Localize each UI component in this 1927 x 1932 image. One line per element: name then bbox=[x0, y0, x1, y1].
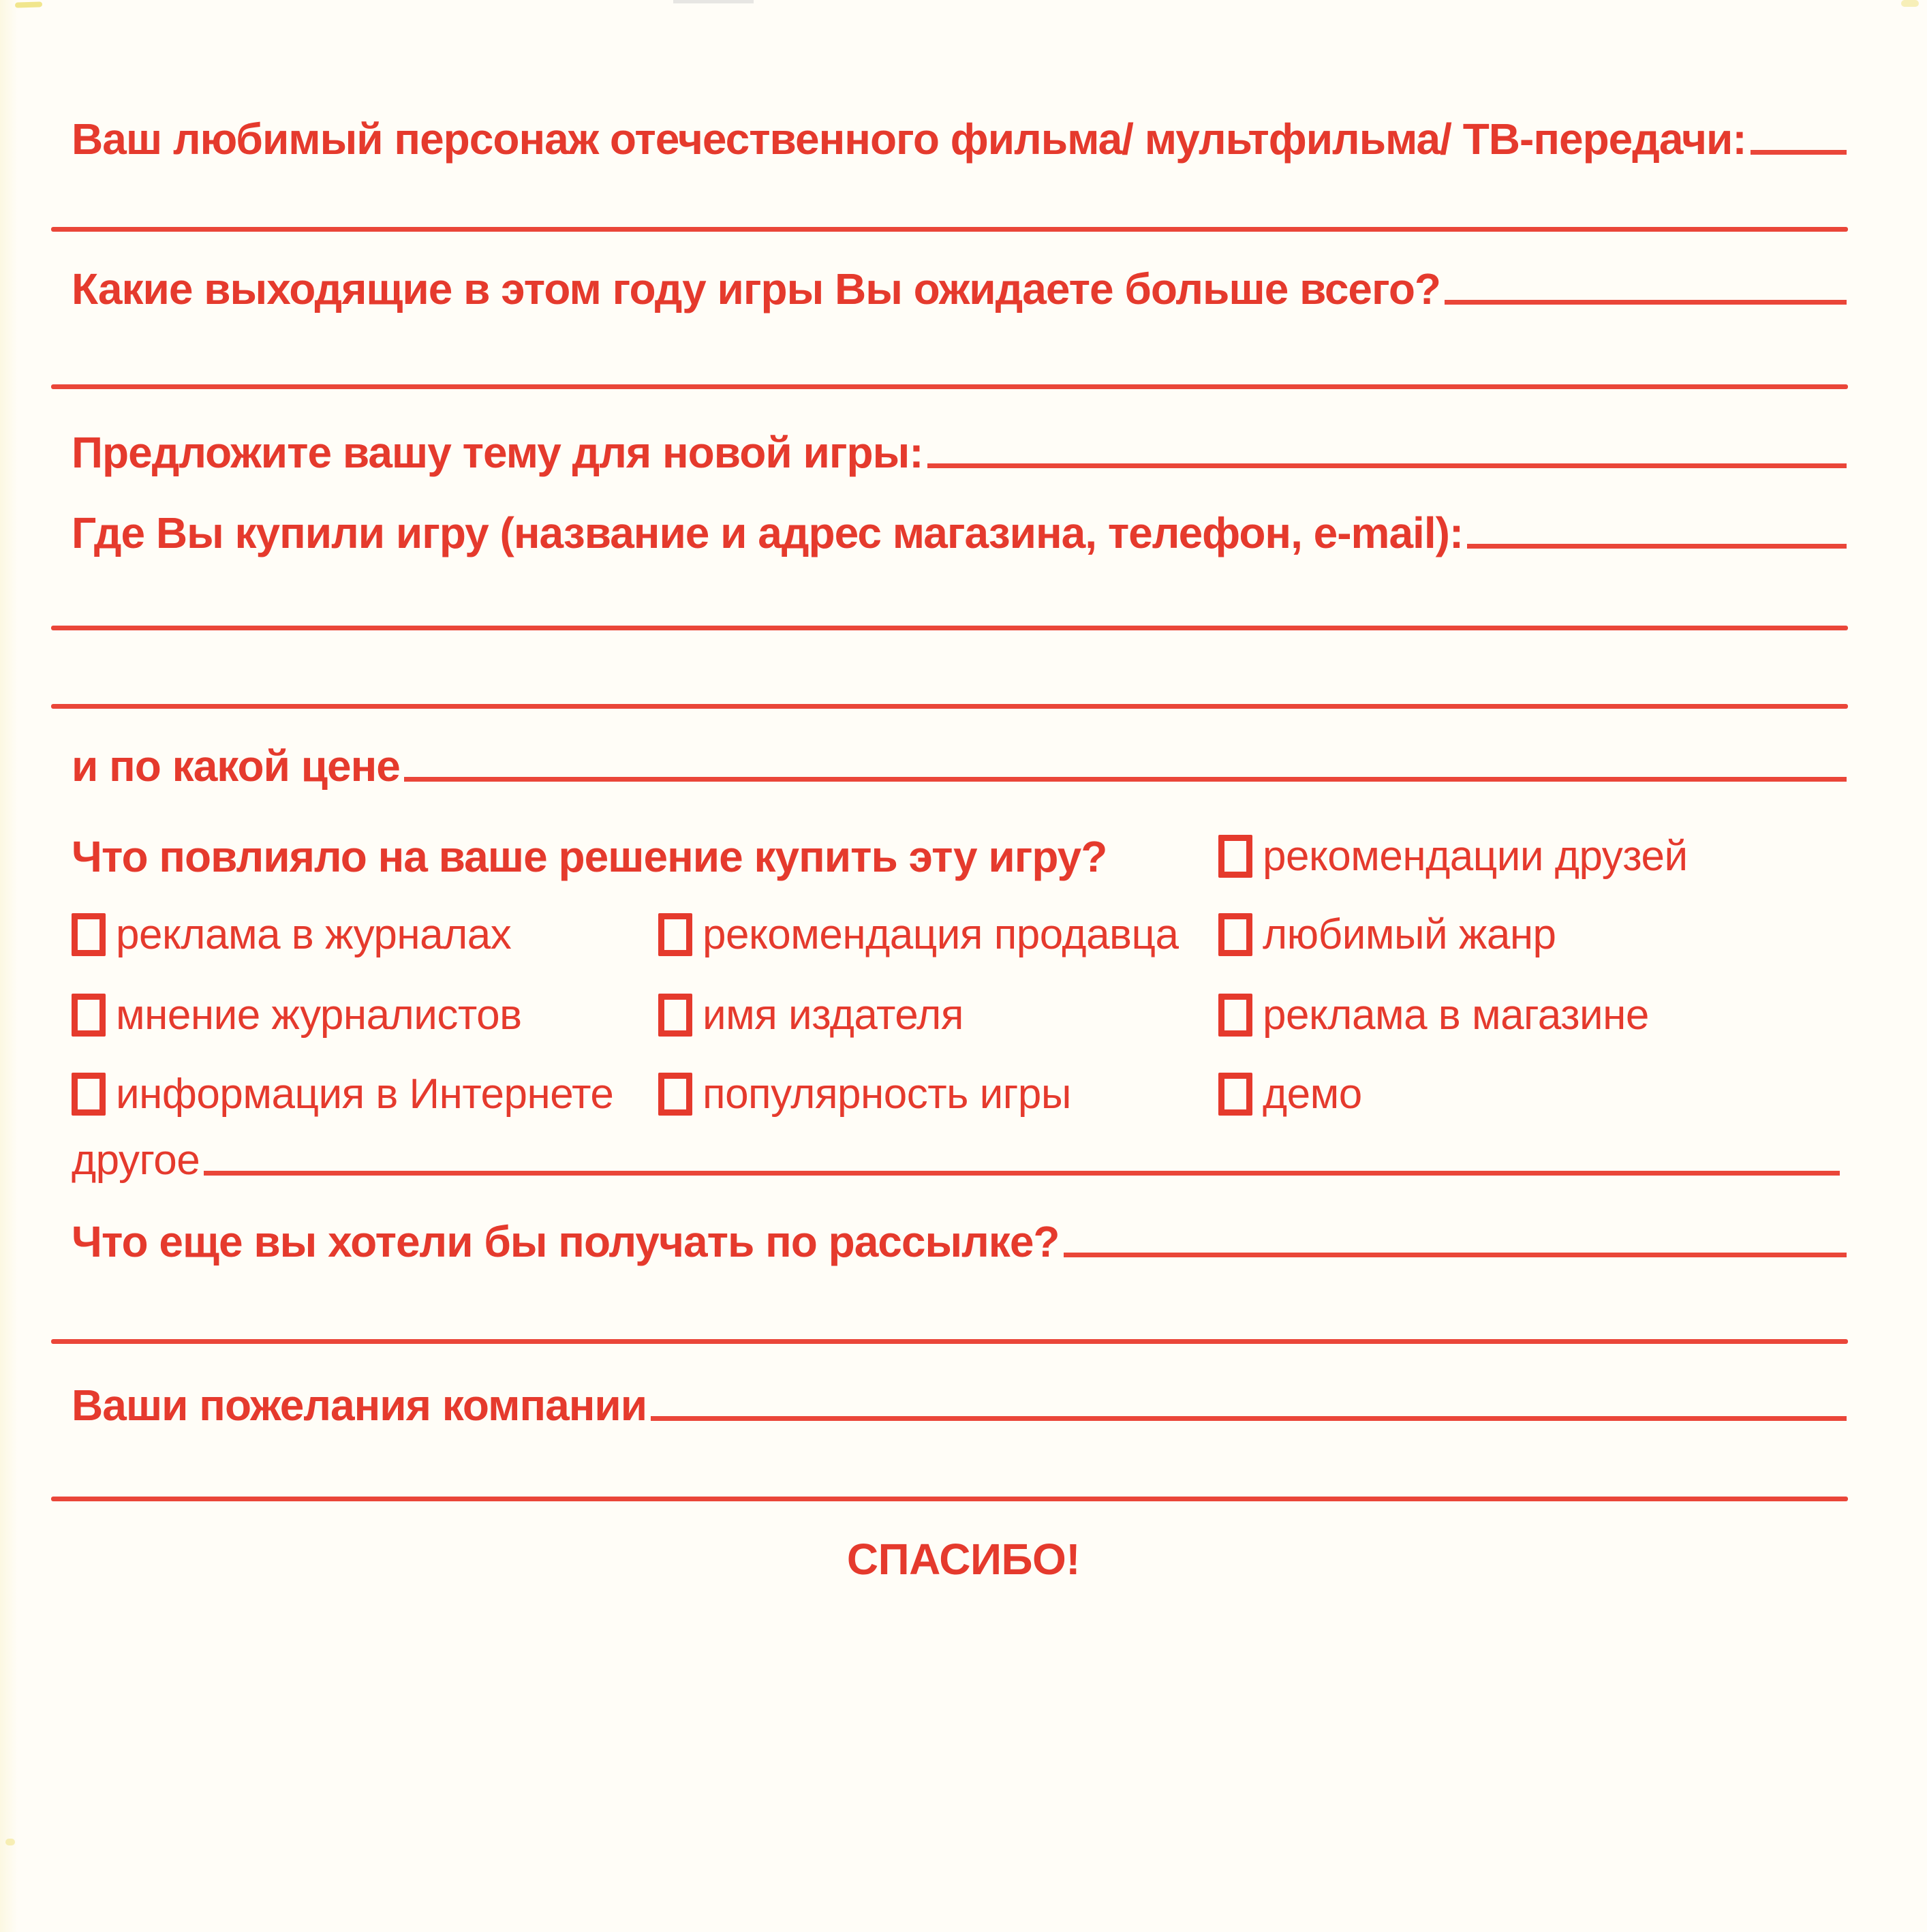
question-mailing: Что еще вы хотели бы получать по рассылке? bbox=[72, 1217, 1060, 1266]
checkbox-label: мнение журналистов bbox=[116, 991, 522, 1039]
question-favorite-character: Ваш любимый персонаж отечественного фильма/ мультфильма/ ТВ-передачи: bbox=[72, 114, 1746, 164]
option-publisher-name[interactable] bbox=[658, 991, 964, 1039]
option-journalists-opinion[interactable] bbox=[72, 991, 522, 1039]
checkbox-label: реклама в магазине bbox=[1263, 991, 1649, 1039]
option-game-popularity[interactable] bbox=[658, 1070, 1071, 1118]
thanks-text: СПАСИБО! bbox=[846, 1535, 1081, 1584]
checkbox-icon[interactable] bbox=[658, 913, 692, 956]
checkbox-label: демо bbox=[1263, 1070, 1362, 1118]
checkbox-label: любимый жанр bbox=[1263, 910, 1556, 958]
answer-line-mailing[interactable] bbox=[1064, 1253, 1847, 1257]
answer-line-other[interactable] bbox=[204, 1171, 1840, 1176]
option-magazine-ads[interactable] bbox=[72, 910, 512, 958]
question-row-suggest-theme bbox=[72, 429, 1847, 476]
checkbox-label: реклама в журналах bbox=[116, 910, 512, 958]
answer-line-expected-games[interactable] bbox=[1445, 300, 1847, 305]
checkbox-label: имя издателя bbox=[703, 991, 964, 1039]
option-friends-recommendations[interactable] bbox=[1218, 832, 1688, 880]
question-row-price bbox=[72, 742, 1847, 790]
checkbox-label: информация в Интернете bbox=[116, 1070, 614, 1118]
option-store-advertising[interactable] bbox=[1218, 991, 1649, 1039]
answer-line-mailing-continuation[interactable] bbox=[51, 1339, 1848, 1344]
option-favorite-genre[interactable] bbox=[1218, 910, 1556, 958]
question-price: и по какой цене bbox=[72, 741, 400, 791]
question-row-where-bought bbox=[72, 509, 1847, 557]
answer-line-where-bought[interactable] bbox=[1467, 544, 1847, 549]
answer-line-suggest-theme[interactable] bbox=[927, 463, 1847, 468]
scan-artifact bbox=[1901, 0, 1919, 7]
answer-line-favorite-character[interactable] bbox=[1751, 150, 1847, 155]
question-where-bought: Где Вы купили игру (название и адрес магазина, телефон, e-mail): bbox=[72, 508, 1464, 557]
scan-artifact bbox=[5, 1839, 15, 1845]
checkbox-icon[interactable] bbox=[658, 994, 692, 1037]
checkbox-label: популярность игры bbox=[703, 1070, 1071, 1118]
checkbox-label: рекомендации друзей bbox=[1263, 832, 1688, 880]
answer-line-expected-games-continuation[interactable] bbox=[51, 384, 1848, 389]
checkbox-icon[interactable] bbox=[72, 1073, 106, 1116]
scan-artifact bbox=[15, 1, 42, 7]
checkbox-icon[interactable] bbox=[658, 1073, 692, 1116]
question-row-mailing bbox=[72, 1218, 1847, 1266]
question-row-wishes bbox=[72, 1381, 1847, 1429]
other-label: другое bbox=[72, 1137, 200, 1184]
option-seller-recommendation[interactable] bbox=[658, 910, 1179, 958]
checkbox-icon[interactable] bbox=[1218, 994, 1252, 1037]
answer-line-wishes[interactable] bbox=[651, 1416, 1847, 1421]
scan-artifact bbox=[673, 0, 754, 3]
question-row-influence bbox=[72, 833, 1230, 880]
question-row-expected-games bbox=[72, 265, 1847, 313]
checkbox-icon[interactable] bbox=[1218, 1073, 1252, 1116]
answer-line-favorite-character-continuation[interactable] bbox=[51, 227, 1848, 232]
question-expected-games: Какие выходящие в этом году игры Вы ожидаете больше всего? bbox=[72, 264, 1440, 313]
checkbox-icon[interactable] bbox=[1218, 835, 1252, 878]
question-influence: Что повлияло на ваше решение купить эту игру? bbox=[72, 832, 1107, 881]
checkbox-label: рекомендация продавца bbox=[703, 910, 1179, 958]
answer-line-price[interactable] bbox=[404, 777, 1847, 782]
answer-line-where-bought-continuation-2[interactable] bbox=[51, 704, 1848, 709]
scan-edge-tint bbox=[0, 0, 18, 1932]
checkbox-icon[interactable] bbox=[1218, 913, 1252, 956]
answer-line-where-bought-continuation-1[interactable] bbox=[51, 626, 1848, 630]
checkbox-icon[interactable] bbox=[72, 994, 106, 1037]
checkbox-icon[interactable] bbox=[72, 913, 106, 956]
option-demo[interactable] bbox=[1218, 1070, 1362, 1118]
option-internet-info[interactable] bbox=[72, 1070, 614, 1118]
question-row-other bbox=[72, 1137, 1840, 1184]
question-suggest-theme: Предложите вашу тему для новой игры: bbox=[72, 428, 923, 477]
answer-line-wishes-continuation[interactable] bbox=[51, 1497, 1848, 1501]
question-wishes: Ваши пожелания компании bbox=[72, 1381, 647, 1430]
question-row-favorite-character bbox=[72, 115, 1847, 163]
